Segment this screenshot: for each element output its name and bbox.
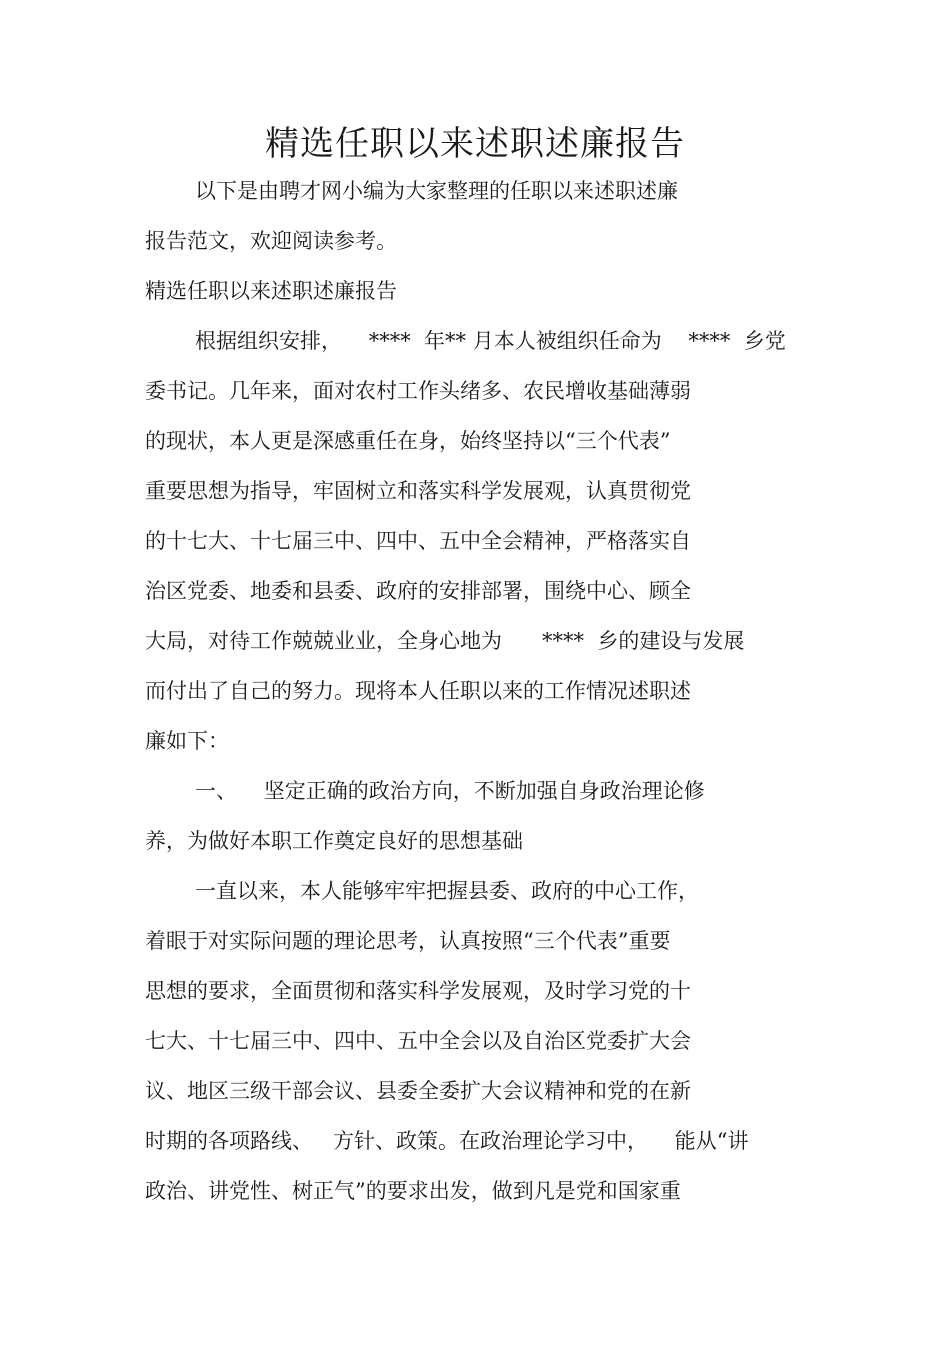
paragraph-line: 一直以来，本人能够牢牢把握县委、政府的中心工作， bbox=[195, 879, 699, 903]
paragraph-line: 以下是由聘才网小编为大家整理的任职以来述职述廉 bbox=[195, 179, 678, 203]
paragraph-line: 重要思想为指导，牢固树立和落实科学发展观，认真贯彻党 bbox=[145, 479, 691, 503]
paragraph-line: 根据组织安排， **** 年** 月本人被组织任命为 **** 乡党 bbox=[195, 329, 786, 353]
paragraph-line: 委书记。几年来，面对农村工作头绪多、农民增收基础薄弱 bbox=[145, 379, 691, 403]
document-title: 精选任职以来述职述廉报告 bbox=[265, 124, 685, 164]
paragraph-line: 大局，对待工作兢兢业业，全身心地为 **** 乡的建设与发展 bbox=[145, 629, 745, 653]
paragraph-line: 着眼于对实际问题的理论思考，认真按照“三个代表”重要 bbox=[145, 929, 671, 953]
paragraph-line: 而付出了自己的努力。现将本人任职以来的工作情况述职述 bbox=[145, 679, 691, 703]
paragraph-line: 七大、十七届三中、四中、五中全会以及自治区党委扩大会 bbox=[145, 1029, 691, 1053]
paragraph-line: 的十七大、十七届三中、四中、五中全会精神，严格落实自 bbox=[145, 529, 691, 553]
paragraph-line: 的现状，本人更是深感重任在身，始终坚持以“三个代表” bbox=[145, 429, 671, 453]
paragraph-line: 议、地区三级干部会议、县委全委扩大会议精神和党的在新 bbox=[145, 1079, 691, 1103]
paragraph-line: 时期的各项路线、 方针、政策。在政治理论学习中， 能从“讲 bbox=[145, 1129, 749, 1153]
paragraph-line: 治区党委、地委和县委、政府的安排部署，围绕中心、顾全 bbox=[145, 579, 691, 603]
paragraph-line: 思想的要求，全面贯彻和落实科学发展观，及时学习党的十 bbox=[145, 979, 691, 1003]
paragraph-line: 报告范文，欢迎阅读参考。 bbox=[145, 229, 397, 253]
paragraph-line: 廉如下： bbox=[145, 729, 229, 753]
section-heading-line: 养，为做好本职工作奠定良好的思想基础 bbox=[145, 829, 523, 853]
paragraph-line: 政治、讲党性、树正气”的要求出发，做到凡是党和国家重 bbox=[145, 1179, 681, 1203]
section-heading-line: 一、 坚定正确的政治方向，不断加强自身政治理论修 bbox=[195, 779, 705, 803]
section-heading: 精选任职以来述职述廉报告 bbox=[145, 279, 397, 303]
